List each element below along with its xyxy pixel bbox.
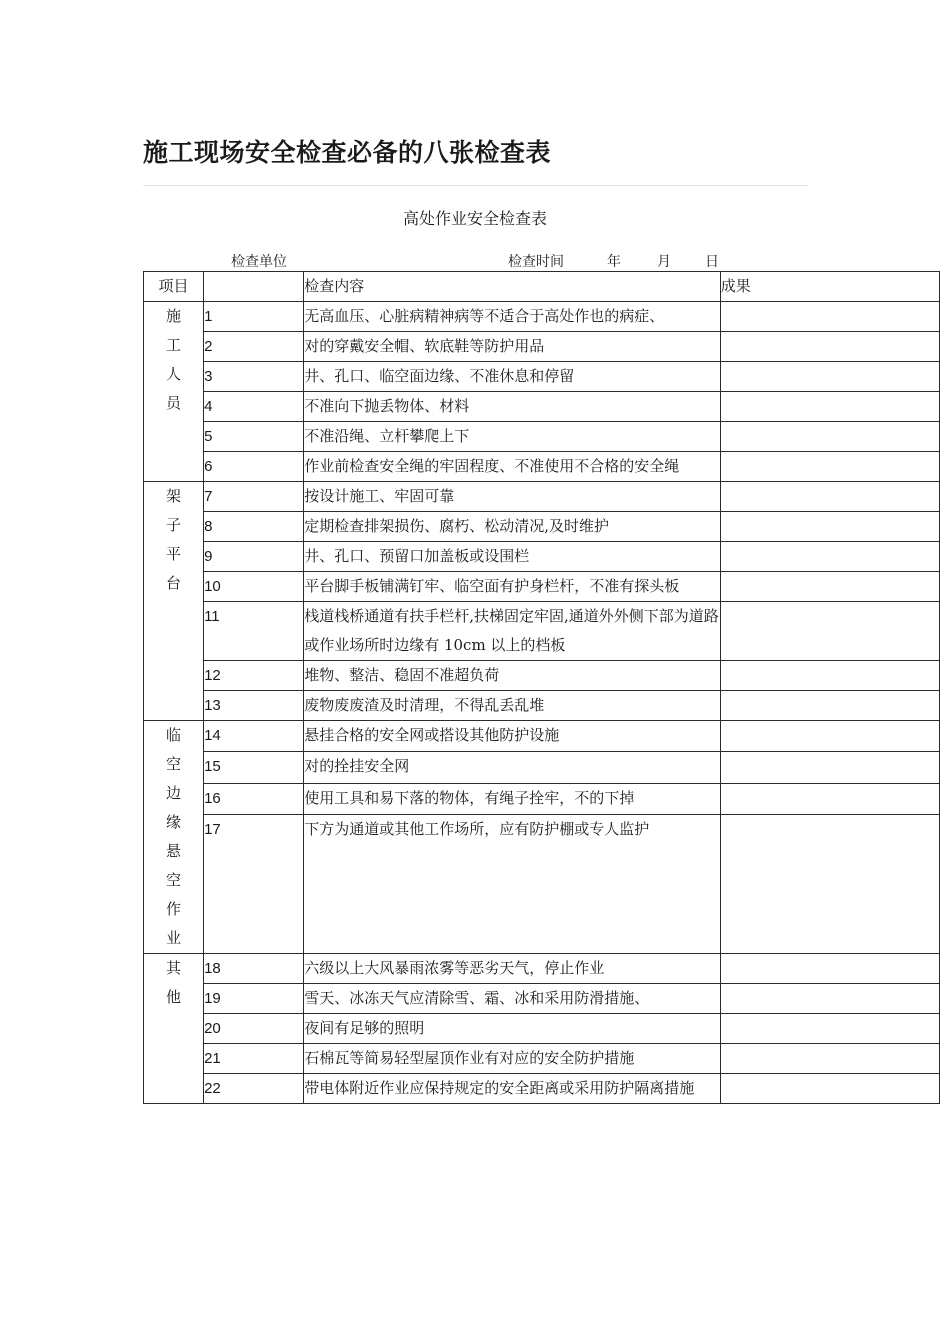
row-number: 3 [204, 362, 304, 392]
year-label: 年 [607, 254, 621, 270]
result-cell[interactable] [720, 815, 939, 954]
row-content: 对的穿戴安全帽、软底鞋等防护用品 [304, 332, 721, 362]
result-cell[interactable] [720, 661, 939, 691]
result-cell[interactable] [720, 332, 939, 362]
title-divider [143, 185, 808, 186]
row-number: 18 [204, 954, 304, 984]
table-row [144, 752, 940, 783]
row-content: 带电体附近作业应保持规定的安全距离或采用防护隔离措施 [304, 1074, 721, 1104]
result-cell[interactable] [720, 362, 939, 392]
table-row [144, 1014, 940, 1044]
result-cell[interactable] [720, 572, 939, 602]
row-content: 悬挂合格的安全网或搭设其他防护设施 [304, 721, 721, 752]
month-label: 月 [657, 254, 671, 270]
result-cell[interactable] [720, 1074, 939, 1104]
row-number: 21 [204, 1044, 304, 1074]
table-row [144, 512, 940, 542]
table-row [144, 572, 940, 602]
inspection-table [143, 271, 940, 1104]
result-cell[interactable] [720, 602, 939, 661]
inspection-unit-label: 检查单位 [231, 254, 287, 270]
row-number: 1 [204, 302, 304, 332]
row-number: 15 [204, 752, 304, 783]
table-row [144, 452, 940, 482]
row-number: 14 [204, 721, 304, 752]
row-number: 10 [204, 572, 304, 602]
row-number: 8 [204, 512, 304, 542]
header-item: 项目 [144, 272, 204, 302]
row-content: 不准沿绳、立杆攀爬上下 [304, 422, 721, 452]
header-content: 检查内容 [304, 272, 721, 302]
inspection-time-label: 检查时间 [508, 254, 564, 270]
table-row [144, 542, 940, 572]
result-cell[interactable] [720, 783, 939, 814]
table-row [144, 691, 940, 721]
table-row [144, 954, 940, 984]
row-content: 无高血压、心脏病精神病等不适合于高处作也的病症、 [304, 302, 721, 332]
result-cell[interactable] [720, 452, 939, 482]
row-number: 2 [204, 332, 304, 362]
row-number: 7 [204, 482, 304, 512]
category-cell: 架子平台 [144, 482, 204, 721]
result-cell[interactable] [720, 422, 939, 452]
row-number: 12 [204, 661, 304, 691]
row-number: 17 [204, 815, 304, 954]
result-cell[interactable] [720, 392, 939, 422]
row-number: 11 [204, 602, 304, 661]
row-content: 对的拴挂安全网 [304, 752, 721, 783]
row-number: 16 [204, 783, 304, 814]
header-row [144, 272, 940, 302]
row-number: 22 [204, 1074, 304, 1104]
row-content: 井、孔口、预留口加盖板或设围栏 [304, 542, 721, 572]
row-content: 井、孔口、临空面边缘、不准休息和停留 [304, 362, 721, 392]
table-row [144, 815, 940, 954]
result-cell[interactable] [720, 1014, 939, 1044]
result-cell[interactable] [720, 752, 939, 783]
row-content: 废物废废渣及时清理，不得乱丢乱堆 [304, 691, 721, 721]
table-row [144, 332, 940, 362]
row-content: 六级以上大风暴雨浓雾等恶劣天气，停止作业 [304, 954, 721, 984]
table-row [144, 422, 940, 452]
category-cell: 施工人员 [144, 302, 204, 482]
row-content: 栈道栈桥通道有扶手栏杆,扶梯固定牢固,通道外外侧下部为道路或作业场所时边缘有 10cm 以上的档板 [304, 602, 721, 661]
row-content: 堆物、整洁、稳固不准超负荷 [304, 661, 721, 691]
category-cell: 临空边缘悬空作业 [144, 721, 204, 954]
row-number: 4 [204, 392, 304, 422]
row-content: 石棉瓦等简易轻型屋顶作业有对应的安全防护措施 [304, 1044, 721, 1074]
row-number: 5 [204, 422, 304, 452]
table-row [144, 721, 940, 752]
row-content: 下方为通道或其他工作场所，应有防护棚或专人监护 [304, 815, 721, 954]
result-cell[interactable] [720, 954, 939, 984]
table-row [144, 482, 940, 512]
table-row [144, 984, 940, 1014]
row-content: 作业前检查安全绳的牢固程度、不准使用不合格的安全绳 [304, 452, 721, 482]
result-cell[interactable] [720, 984, 939, 1014]
row-content: 夜间有足够的照明 [304, 1014, 721, 1044]
row-number: 6 [204, 452, 304, 482]
row-content: 雪天、冰冻天气应清除雪、霜、冰和采用防滑措施、 [304, 984, 721, 1014]
header-result: 成果 [720, 272, 939, 302]
result-cell[interactable] [720, 691, 939, 721]
result-cell[interactable] [720, 1044, 939, 1074]
result-cell[interactable] [720, 542, 939, 572]
row-content: 不准向下抛丢物体、材料 [304, 392, 721, 422]
table-row [144, 1044, 940, 1074]
row-content: 平台脚手板铺满钉牢、临空面有护身栏杆，不准有探头板 [304, 572, 721, 602]
row-number: 19 [204, 984, 304, 1014]
row-content: 使用工具和易下落的物体，有绳子拴牢，不的下掉 [304, 783, 721, 814]
row-number: 13 [204, 691, 304, 721]
table-row [144, 362, 940, 392]
table-row [144, 302, 940, 332]
day-label: 日 [705, 254, 719, 270]
document-title: 施工现场安全检查必备的八张检查表 [143, 138, 552, 167]
header-number [204, 272, 304, 302]
category-cell: 其他 [144, 954, 204, 1104]
result-cell[interactable] [720, 512, 939, 542]
result-cell[interactable] [720, 482, 939, 512]
table-row [144, 1074, 940, 1104]
result-cell[interactable] [720, 721, 939, 752]
table-title: 高处作业安全检查表 [402, 209, 547, 228]
row-content: 按设计施工、牢固可靠 [304, 482, 721, 512]
table-row [144, 661, 940, 691]
table-row [144, 602, 940, 661]
table-row [144, 392, 940, 422]
row-number: 9 [204, 542, 304, 572]
table-row [144, 783, 940, 814]
row-number: 20 [204, 1014, 304, 1044]
result-cell[interactable] [720, 302, 939, 332]
row-content: 定期检查排架损伤、腐朽、松动清况,及时维护 [304, 512, 721, 542]
